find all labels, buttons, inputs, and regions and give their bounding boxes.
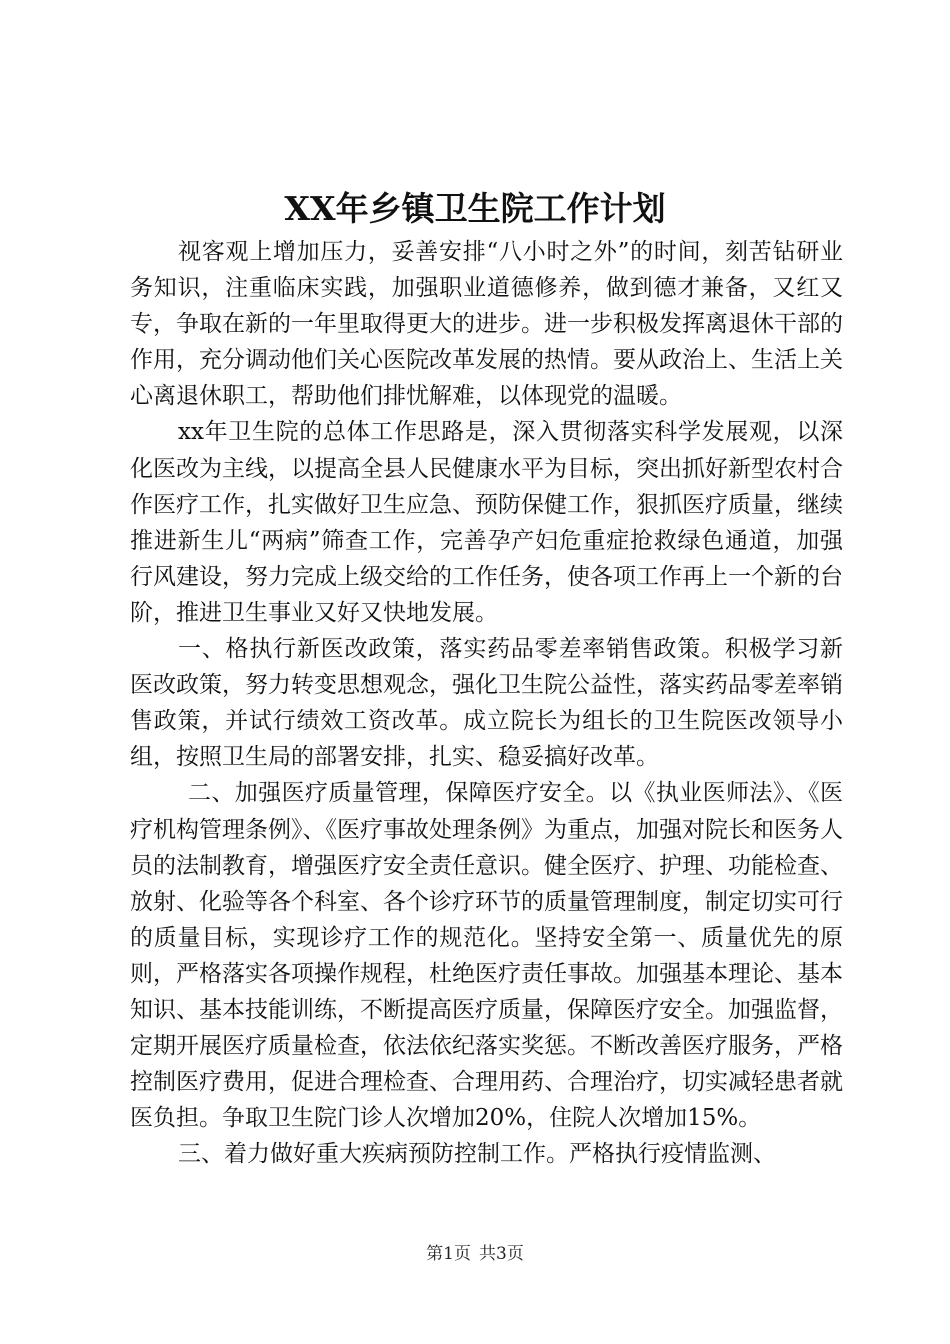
paragraph-1: 视客观上增加压力，妥善安排“八小时之外”的时间，刻苦钻研业务知识，注重临床实践，加强职业道德修养，做到德才兼备，又红又专，争取在新的一年里取得更大的进步。进一步积极发挥离退休干部的作用，充分调动他们关心医院改革发展的热情。要从政治上、生活上关心离退休职工，帮助他们排忧解难，以体现党的温暖。 xyxy=(130,239,843,410)
document-body xyxy=(130,234,843,1172)
paragraph-3: 一、格执行新医改政策，落实药品零差率销售政策。积极学习新医改政策，努力转变思想观念，强化卫生院公益性，落实药品零差率销售政策，并试行绩效工资改革。成立院长为组长的卫生院医改领导小组，按照卫生局的部署安排，扎实、稳妥搞好改革。 xyxy=(130,636,843,771)
paragraph-5: 三、着力做好重大疾病预防控制工作。严格执行疫情监测、 xyxy=(178,1141,776,1168)
page-total: 共3页 xyxy=(479,1244,524,1264)
document-title: XX年乡镇卫生院工作计划 xyxy=(284,189,666,228)
paragraph-4: 二、加强医疗质量管理，保障医疗安全。以《执业医师法》、《医疗机构管理条例》、《医疗事故处理条例》为重点，加强对院长和医务人员的法制教育，增强医疗安全责任意识。健全医疗、护理、功能检查、放射、化验等各个科室、各个诊疗环节的质量管理制度，制定切实可行的质量目标，实现诊疗工作的规范化。坚持安全第一、质量优先的原则，严格落实各项操作规程，杜绝医疗责任事故。加强基本理论、基本知识、基本技能训练，不断提高医疗质量，保障医疗安全。加强监督，定期开展医疗质量检查，依法依纪落实奖惩。不断改善医疗服务，严格控制医疗费用，促进合理检查、合理用药、合理治疗，切实减轻患者就医负担。争取卫生院门诊人次增加20%，住院人次增加15%。 xyxy=(130,780,843,1132)
page-number: 第1页 xyxy=(426,1244,471,1264)
page-footer xyxy=(0,1242,950,1266)
paragraph-2: xx年卫生院的总体工作思路是，深入贯彻落实科学发展观，以深化医改为主线，以提高全县人民健康水平为目标，突出抓好新型农村合作医疗工作，扎实做好卫生应急、预防保健工作，狠抓医疗质量，继续推进新生儿“两病”筛查工作，完善孕产妇危重症抢救绿色通道，加强行风建设，努力完成上级交给的工作任务，使各项工作再上一个新的台阶，推进卫生事业又好又快地发展。 xyxy=(130,419,843,626)
